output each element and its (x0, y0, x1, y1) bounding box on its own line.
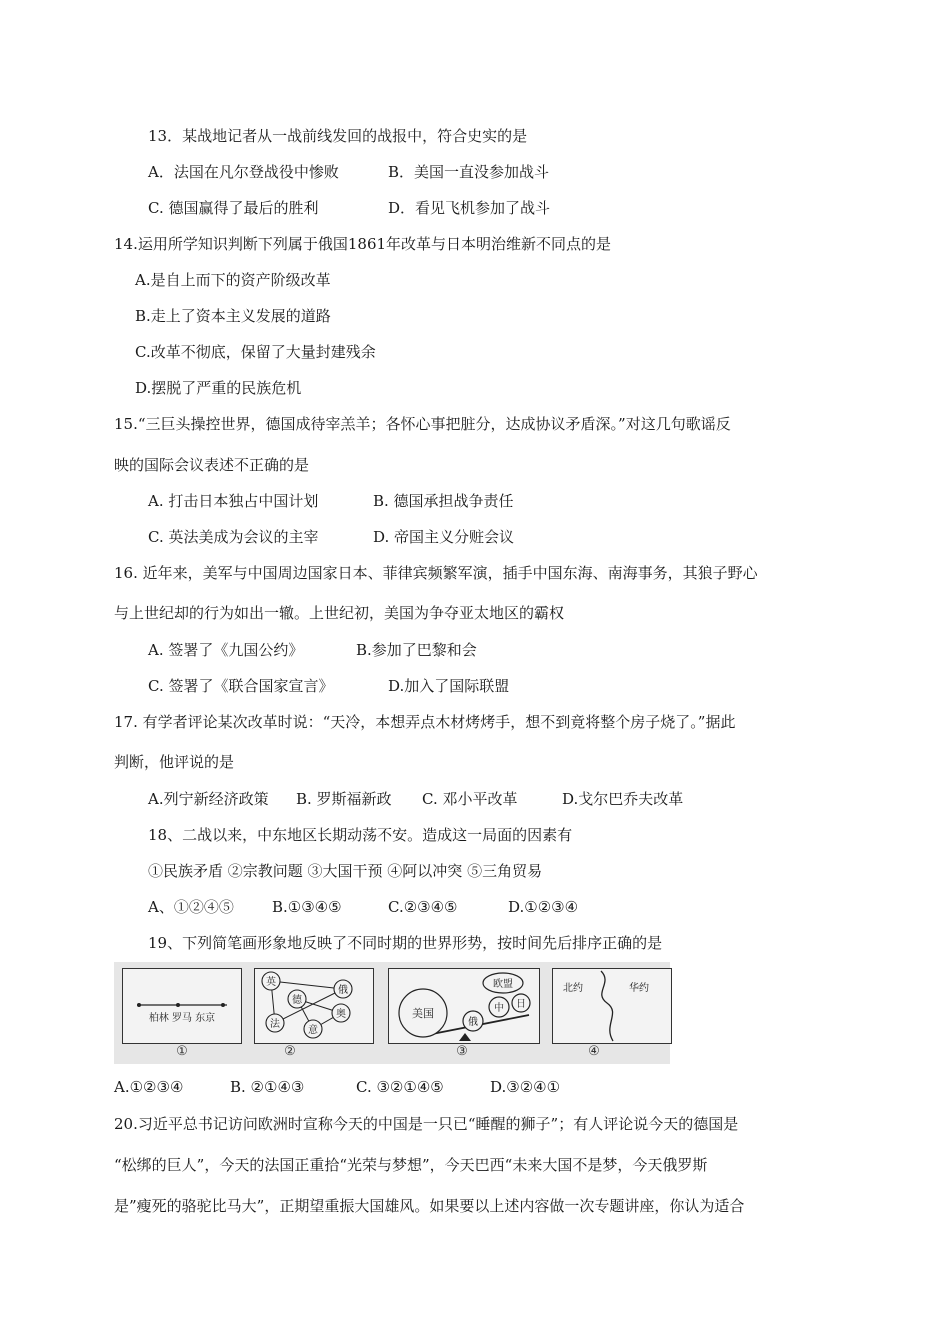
bipolar-divide-drawing (553, 969, 671, 1043)
q17-option-a: A.列宁新经济政策 (148, 790, 269, 808)
node-britain: 英 (266, 977, 276, 988)
q18-option-a: A、①②④⑤ (148, 898, 234, 916)
q15-option-d: D. 帝国主义分赃会议 (373, 528, 515, 546)
panel2-label: ② (284, 1044, 296, 1059)
multipolar-seesaw-drawing (389, 969, 539, 1043)
cartoon-panel-3 (388, 968, 540, 1044)
q17-option-c: C. 邓小平改革 (422, 790, 518, 808)
q19-option-d: D.③②④① (490, 1078, 561, 1096)
node-germany: 德 (292, 995, 302, 1006)
warsaw-pact-label: 华约 (629, 983, 649, 994)
q15-option-b: B. 德国承担战争责任 (373, 492, 514, 510)
q18-options-row (148, 897, 578, 917)
panel1-label: ① (176, 1044, 188, 1059)
q19-cartoon-figure (114, 962, 670, 1064)
q13-option-b: B．美国一直没参加战斗 (388, 163, 550, 181)
q18-option-d: D.①②③④ (508, 898, 579, 916)
q13-option-a: A．法国在凡尔登战役中惨败 (148, 163, 339, 181)
q15-option-a: A. 打击日本独占中国计划 (148, 492, 319, 510)
circle-russia: 俄 (468, 1017, 478, 1028)
q19-option-b: B. ②①④③ (230, 1078, 305, 1096)
q14-option-a: A.是自上而下的资产阶级改革 (135, 271, 331, 289)
q13-option-c: C. 德国赢得了最后的胜利 (148, 199, 319, 217)
q13-option-d: D．看见飞机参加了战斗 (388, 199, 551, 217)
node-france: 法 (270, 1019, 280, 1030)
q14-option-c: C.改革不彻底，保留了大量封建残余 (135, 343, 376, 361)
q16-options-row2 (148, 676, 509, 696)
q15-stem-line1: 15.“三巨头操控世界，德国成待宰羔羊；各怀心事把脏分，达成协议矛盾深。”对这几句歌谣反 (114, 415, 731, 433)
node-italy: 意 (308, 1025, 318, 1036)
q13-options-row2 (148, 198, 550, 218)
q13-stem: 13．某战地记者从一战前线发回的战报中，符合史实的是 (148, 127, 528, 145)
q14-option-b: B.走上了资本主义发展的道路 (135, 307, 331, 325)
q15-options-row2 (148, 527, 514, 547)
q16-option-d: D.加入了国际联盟 (388, 677, 510, 695)
panel4-label: ④ (588, 1044, 600, 1059)
q16-option-c: C. 签署了《联合国家宣言》 (148, 677, 334, 695)
q16-option-b: B.参加了巴黎和会 (356, 641, 477, 659)
q19-stem: 19、下列简笔画形象地反映了不同时期的世界形势，按时间先后排序正确的是 (148, 934, 663, 952)
cartoon-panel-4 (552, 968, 672, 1044)
cartoon-panel-1 (122, 968, 242, 1044)
q16-option-a: A. 签署了《九国公约》 (148, 641, 304, 659)
q19-options-row (114, 1077, 560, 1097)
q17-option-d: D.戈尔巴乔夫改革 (562, 790, 684, 808)
q19-option-c: C. ③②①④⑤ (356, 1078, 444, 1096)
q16-options-row1 (148, 640, 477, 660)
q15-stem-line2: 映的国际会议表述不正确的是 (114, 456, 310, 474)
circle-japan: 日 (516, 999, 526, 1010)
circle-china: 中 (494, 1003, 504, 1014)
q13-options-row1 (148, 162, 549, 182)
q18-stem: 18、二战以来，中东地区长期动荡不安。造成这一局面的因素有 (148, 826, 573, 844)
q18-items: ①民族矛盾 ②宗教问题 ③大国干预 ④阿以冲突 ⑤三角贸易 (148, 862, 543, 880)
q16-stem-line2: 与上世纪却的行为如出一辙。上世纪初，美国为争夺亚太地区的霸权 (114, 604, 565, 622)
alliance-network-drawing (255, 969, 373, 1043)
q17-option-b: B. 罗斯福新政 (296, 790, 392, 808)
q18-option-b: B.①③④⑤ (272, 898, 342, 916)
node-austria: 奥 (336, 1009, 346, 1020)
circle-usa: 美国 (412, 1007, 434, 1020)
q14-stem: 14.运用所学知识判断下列属于俄国1861年改革与日本明治维新不同点的是 (114, 235, 612, 253)
q19-option-a: A.①②③④ (114, 1078, 184, 1096)
panel3-label: ③ (456, 1044, 468, 1059)
panel1-caption: 柏林 罗马 东京 (148, 1013, 216, 1024)
q17-stem-line2: 判断，他评说的是 (114, 753, 235, 771)
q15-options-row1 (148, 491, 514, 511)
q17-stem-line1: 17. 有学者评论某次改革时说：“天冷，本想弄点木材烤烤手，想不到竟将整个房子烧了。”据此 (114, 713, 736, 731)
q15-option-c: C. 英法美成为会议的主宰 (148, 528, 319, 546)
circle-eu: 欧盟 (493, 979, 513, 990)
q20-line3: 是”瘦死的骆驼比马大”，正期望重振大国雄风。如果要以上述内容做一次专题讲座，你认为适合 (114, 1197, 745, 1215)
q14-option-d: D.摆脱了严重的民族危机 (135, 379, 302, 397)
q16-stem-line1: 16. 近年来，美军与中国周边国家日本、菲律宾频繁军演，插手中国东海、南海事务，其狼子野心 (114, 564, 758, 582)
q18-option-c: C.②③④⑤ (388, 898, 458, 916)
axis-line-drawing (123, 969, 241, 1043)
cartoon-panel-2 (254, 968, 374, 1044)
q20-line2: “松绑的巨人”，今天的法国正重拾“光荣与梦想”，今天巴西“未来大国不是梦，今天俄罗斯 (114, 1156, 708, 1174)
q20-line1: 20.习近平总书记访问欧洲时宣称今天的中国是一只已“睡醒的狮子”；有人评论说今天的德国是 (114, 1115, 739, 1133)
nato-label: 北约 (563, 983, 583, 994)
node-russia: 俄 (338, 985, 348, 996)
q17-options-row (148, 789, 683, 809)
